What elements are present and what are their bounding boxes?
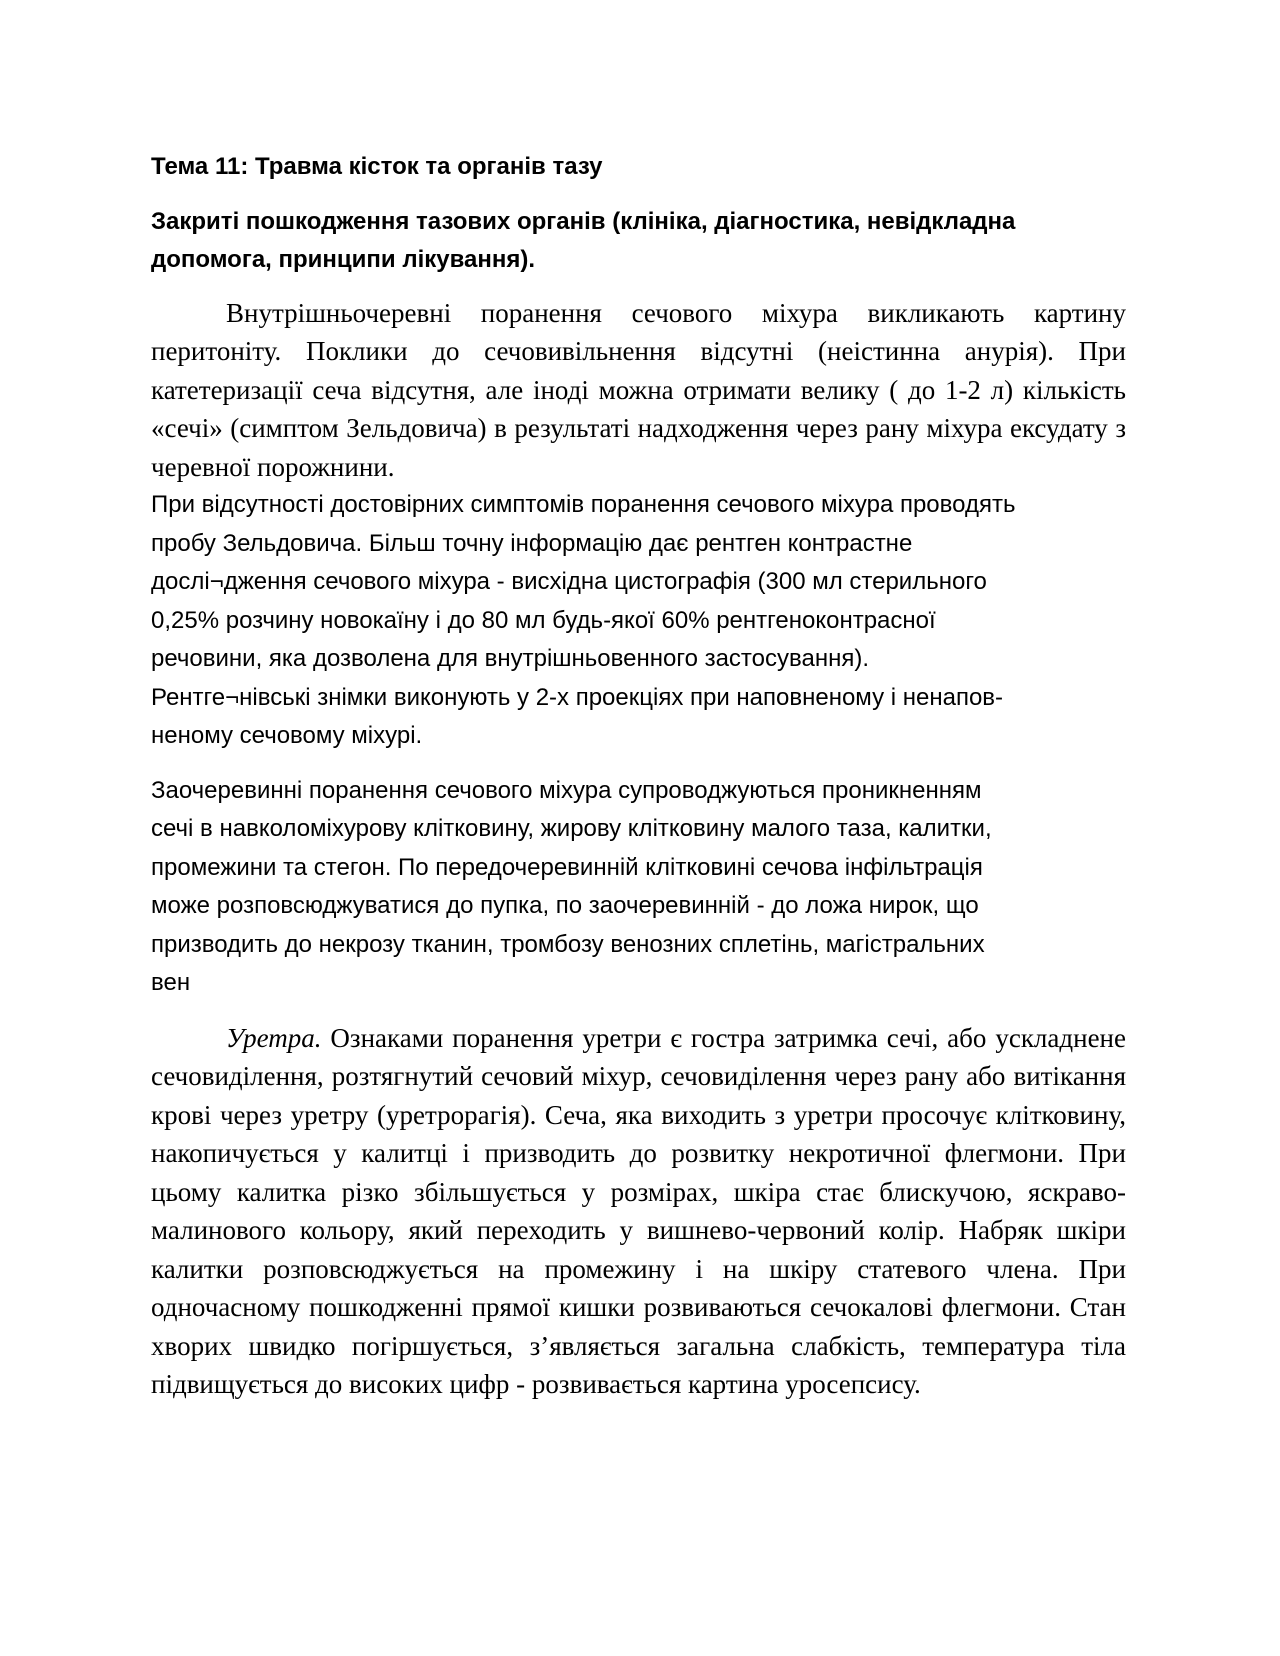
urethra-lead: Уретра.: [226, 1022, 322, 1053]
text-line: 0,25% розчину новокаїну і до 80 мл будь-якої 60% рентгеноконтрасної: [151, 606, 936, 634]
section-heading: [151, 203, 1126, 280]
document-body: [151, 148, 1126, 1404]
urethra-body: Ознаками поранення уретри є гостра затримка сечі, або ускладнене сечовиділення, розтягнутий сечовий міхур, сечовиділення через рану або витікання крові через уретру (уретрорагія). Сеча, яка виходить з уретри просочує клітковину, накопичується у калитці і призводить до розвитку некротичної флегмони. При цьому калитка різко збільшується у розмірах, шкіра стає блискучою, яскраво- малинового кольору, який переходить у вишнево-червоний колір. Набряк шкіри калитки розповсюджується на промежину і на шкіру статевого члена. При одночасному пошкодженні прямої кишки розвиваються сечокалові флегмони. Стан хворих швидко погіршується, з’являється загальна слабкість, температура тіла підвищується до високих цифр - розвивається картина уросепсису.: [151, 1022, 1126, 1399]
text-line: Рентге¬нівські знімки виконують у 2-х проекціях при наповненому і ненапов-: [151, 683, 1004, 711]
section-heading-line-2: допомога, принципи лікування).: [151, 246, 536, 273]
document-title: Тема 11: Травма кісток та органів тазу: [151, 153, 603, 180]
section-heading-line-1: Закриті пошкодження тазових органів (клініка, діагностика, невідкладна: [151, 207, 1016, 235]
text-line: При відсутності достовірних симптомів поранення сечового міхура проводять: [151, 491, 1016, 518]
paragraph-urethra: [151, 1019, 1126, 1404]
paragraph-zeldovich-test: [151, 486, 1126, 756]
text-line: Заочеревинні поранення сечового міхура супроводжуються проникненням: [151, 776, 982, 804]
paragraph-intraperitoneal: Внутрішньочеревні поранення сечового міхура викликають картину перитоніту. Поклики до сечовивільнення відсутні (неістинна анурія). При катетеризації сеча відсутня, але іноді можна отримати велику ( до 1-2 л) кількість «сечі» (симптом Зельдовича) в результаті надходження через рану міхура ексудату з черевної порожнини.: [151, 297, 1126, 482]
text-line: речовини, яка дозволена для внутрішньовенного застосування).: [151, 645, 869, 672]
text-line: промежини та стегон. По передочеревинній клітковині сечова інфільтрація: [151, 853, 983, 881]
text-line: сечі в навколоміхурову клітковину, жирову клітковину малого таза, калитки,: [151, 815, 992, 842]
text-line: неному сечовому міхурі.: [151, 722, 423, 749]
paragraph-extraperitoneal: [151, 772, 1126, 1003]
text-line: призводить до некрозу тканин, тромбозу венозних сплетінь, магістральних: [151, 930, 985, 958]
text-line: вен: [151, 969, 191, 996]
text-line: дослі¬дження сечового міхура - висхідна цистографія (300 мл стерильного: [151, 568, 987, 595]
text-line: може розповсюджуватися до пупка, по заочеревинній - до ложа нирок, що: [151, 892, 979, 919]
text-line: пробу Зельдовича. Більш точну інформацію дає рентген контрастне: [151, 529, 913, 557]
